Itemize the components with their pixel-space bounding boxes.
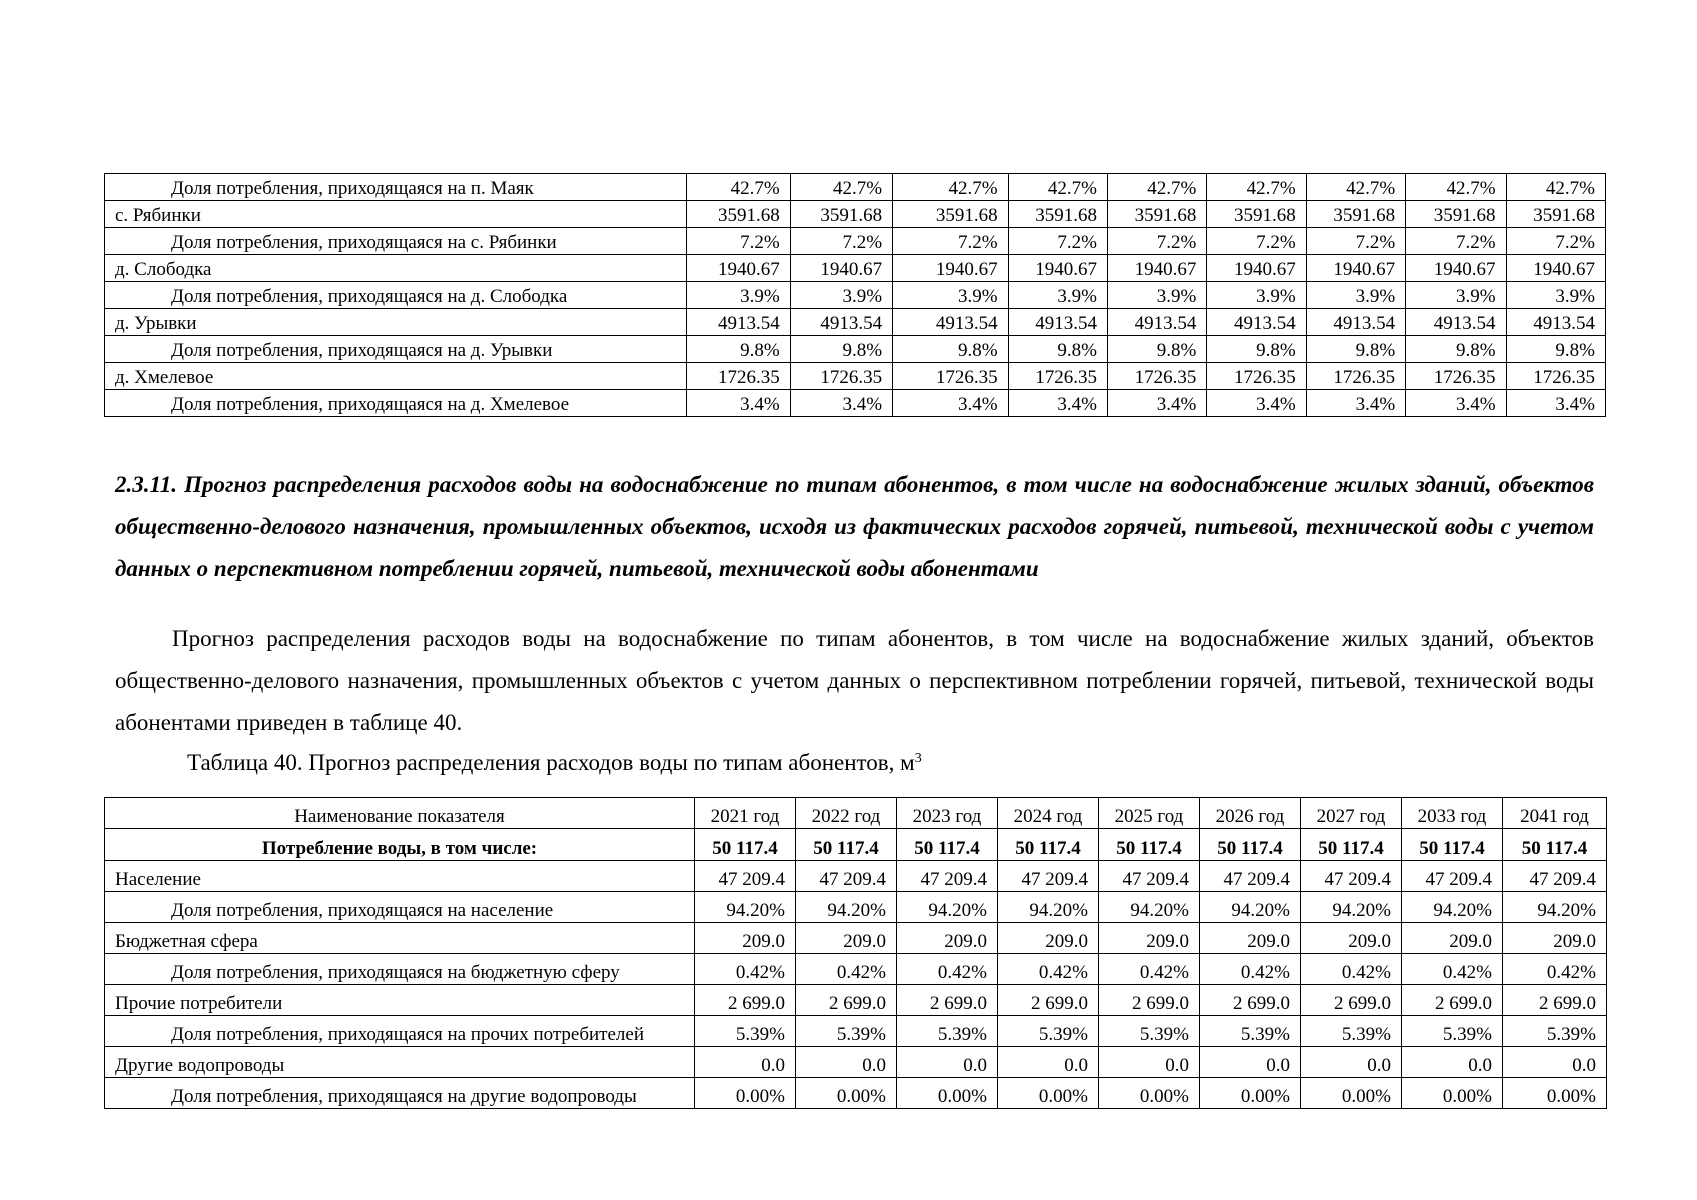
- consumption-value: 209.0: [695, 923, 796, 954]
- share-value: 0.00%: [998, 1078, 1099, 1109]
- share-value: 0.00%: [796, 1078, 897, 1109]
- consumption-value: 1726.35: [790, 363, 892, 390]
- consumption-value: 3591.68: [893, 201, 1008, 228]
- consumption-value: 47 209.4: [1402, 861, 1503, 892]
- share-value: 0.00%: [695, 1078, 796, 1109]
- consumption-value: 2 699.0: [1402, 985, 1503, 1016]
- share-value: 9.8%: [1506, 336, 1605, 363]
- share-value: 94.20%: [1099, 892, 1200, 923]
- share-value: 9.8%: [1306, 336, 1405, 363]
- share-value: 42.7%: [1406, 174, 1506, 201]
- share-value: 7.2%: [1406, 228, 1506, 255]
- consumption-value: 209.0: [1402, 923, 1503, 954]
- share-label: Доля потребления, приходящаяся на с. Рябинки: [105, 228, 687, 255]
- share-value: 0.00%: [1301, 1078, 1402, 1109]
- consumption-value: 0.0: [998, 1047, 1099, 1078]
- share-value: 3.9%: [1107, 282, 1206, 309]
- consumption-value: 2 699.0: [796, 985, 897, 1016]
- header-year: 2021 год: [695, 798, 796, 829]
- total-value: 50 117.4: [1301, 829, 1402, 861]
- share-value: 94.20%: [1402, 892, 1503, 923]
- consumption-value: 1726.35: [1506, 363, 1605, 390]
- share-value: 0.00%: [1200, 1078, 1301, 1109]
- share-label: Доля потребления, приходящаяся на д. Урывки: [105, 336, 687, 363]
- consumption-value: 1726.35: [893, 363, 1008, 390]
- share-row: [105, 282, 1606, 309]
- share-value: 7.2%: [893, 228, 1008, 255]
- total-label: Потребление воды, в том числе:: [105, 829, 695, 861]
- consumer-row: [105, 1047, 1607, 1078]
- table-body: [105, 174, 1606, 417]
- consumption-value: 209.0: [897, 923, 998, 954]
- consumer-label: д. Урывки: [105, 309, 687, 336]
- consumption-value: 47 209.4: [695, 861, 796, 892]
- share-value: 9.8%: [687, 336, 790, 363]
- share-value: 5.39%: [998, 1016, 1099, 1047]
- total-value: 50 117.4: [897, 829, 998, 861]
- header-year: 2025 год: [1099, 798, 1200, 829]
- share-label: Доля потребления, приходящаяся на бюджетную сферу: [105, 954, 695, 985]
- total-value: 50 117.4: [1402, 829, 1503, 861]
- share-value: 3.4%: [1107, 390, 1206, 417]
- share-row: [105, 1016, 1607, 1047]
- section-paragraph: Прогноз распределения расходов воды на водоснабжение по типам абонентов, в том числе на водоснабжение жилых зданий, объектов общественно-делового назначения, промышленных объектов с учетом данных о перспективном потреблении горячей, питьевой, технической воды абонентами приведен в таблице 40.: [115, 626, 1594, 735]
- consumption-value: 4913.54: [1207, 309, 1306, 336]
- settlements-consumption-table: [104, 173, 1606, 417]
- share-label: Доля потребления, приходящаяся на п. Маяк: [105, 174, 687, 201]
- header-year: 2027 год: [1301, 798, 1402, 829]
- share-value: 0.00%: [1503, 1078, 1607, 1109]
- consumption-value: 4913.54: [1008, 309, 1107, 336]
- consumption-value: 1940.67: [1406, 255, 1506, 282]
- share-value: 5.39%: [1099, 1016, 1200, 1047]
- header-year: 2024 год: [998, 798, 1099, 829]
- share-value: 0.42%: [1503, 954, 1607, 985]
- table-header-row: [105, 798, 1607, 829]
- share-value: 42.7%: [1207, 174, 1306, 201]
- consumption-value: 3591.68: [687, 201, 790, 228]
- consumption-value: 2 699.0: [1200, 985, 1301, 1016]
- header-year: 2026 год: [1200, 798, 1301, 829]
- share-value: 42.7%: [790, 174, 892, 201]
- share-value: 42.7%: [1107, 174, 1206, 201]
- table-caption-text: Таблица 40. Прогноз распределения расходов воды по типам абонентов, м: [187, 750, 915, 775]
- header-year: 2023 год: [897, 798, 998, 829]
- share-value: 3.9%: [687, 282, 790, 309]
- header-year: 2041 год: [1503, 798, 1607, 829]
- share-value: 0.42%: [1099, 954, 1200, 985]
- share-value: 3.4%: [1406, 390, 1506, 417]
- consumption-value: 0.0: [1200, 1047, 1301, 1078]
- consumption-value: 0.0: [1402, 1047, 1503, 1078]
- total-value: 50 117.4: [1503, 829, 1607, 861]
- share-value: 9.8%: [893, 336, 1008, 363]
- share-value: 9.8%: [1207, 336, 1306, 363]
- share-value: 7.2%: [1107, 228, 1206, 255]
- share-row: [105, 336, 1606, 363]
- share-value: 3.9%: [1406, 282, 1506, 309]
- consumption-value: 3591.68: [1008, 201, 1107, 228]
- share-value: 94.20%: [1301, 892, 1402, 923]
- share-value: 5.39%: [897, 1016, 998, 1047]
- share-row: [105, 1078, 1607, 1109]
- table-caption: [187, 747, 922, 779]
- consumption-value: 209.0: [1200, 923, 1301, 954]
- share-value: 3.4%: [790, 390, 892, 417]
- share-value: 42.7%: [893, 174, 1008, 201]
- consumption-value: 1726.35: [1207, 363, 1306, 390]
- consumption-value: 0.0: [1503, 1047, 1607, 1078]
- consumption-value: 0.0: [796, 1047, 897, 1078]
- share-value: 42.7%: [1506, 174, 1605, 201]
- consumption-value: 47 209.4: [796, 861, 897, 892]
- consumption-value: 2 699.0: [1503, 985, 1607, 1016]
- share-value: 5.39%: [1200, 1016, 1301, 1047]
- share-value: 9.8%: [790, 336, 892, 363]
- table-body: [105, 829, 1607, 1109]
- consumer-label: д. Хмелевое: [105, 363, 687, 390]
- consumer-label: Бюджетная сфера: [105, 923, 695, 954]
- consumption-value: 3591.68: [1207, 201, 1306, 228]
- share-value: 9.8%: [1107, 336, 1206, 363]
- consumption-value: 1940.67: [687, 255, 790, 282]
- share-value: 0.42%: [1200, 954, 1301, 985]
- share-row: [105, 174, 1606, 201]
- consumption-value: 209.0: [796, 923, 897, 954]
- share-value: 7.2%: [1008, 228, 1107, 255]
- share-value: 3.9%: [790, 282, 892, 309]
- consumption-value: 3591.68: [1506, 201, 1605, 228]
- share-value: 5.39%: [695, 1016, 796, 1047]
- consumption-value: 47 209.4: [998, 861, 1099, 892]
- share-row: [105, 228, 1606, 255]
- share-value: 0.42%: [1402, 954, 1503, 985]
- consumption-value: 4913.54: [1406, 309, 1506, 336]
- consumer-row: [105, 309, 1606, 336]
- share-value: 94.20%: [796, 892, 897, 923]
- section-heading: 2.3.11. Прогноз распределения расходов воды на водоснабжение по типам абонентов, в том числе на водоснабжение жилых зданий, объектов общественно-делового назначения, промышленных объектов, исходя из фактических расходов горячей, питьевой, технической воды с учетом данных о перспективном потреблении горячей, питьевой, технической воды абонентами: [115, 472, 1594, 581]
- consumption-value: 209.0: [1301, 923, 1402, 954]
- share-value: 94.20%: [1503, 892, 1607, 923]
- table-40-consumption-by-subscriber-type: [104, 797, 1607, 1109]
- consumption-value: 1940.67: [1107, 255, 1206, 282]
- consumption-value: 3591.68: [1406, 201, 1506, 228]
- consumption-value: 1726.35: [1306, 363, 1405, 390]
- consumption-value: 209.0: [998, 923, 1099, 954]
- share-row: [105, 892, 1607, 923]
- consumption-value: 3591.68: [1107, 201, 1206, 228]
- share-value: 0.42%: [1301, 954, 1402, 985]
- total-consumption-row: [105, 829, 1607, 861]
- consumption-value: 0.0: [1301, 1047, 1402, 1078]
- share-label: Доля потребления, приходящаяся на население: [105, 892, 695, 923]
- share-value: 3.9%: [1008, 282, 1107, 309]
- total-value: 50 117.4: [1200, 829, 1301, 861]
- share-value: 0.42%: [897, 954, 998, 985]
- consumption-value: 4913.54: [1306, 309, 1405, 336]
- share-value: 7.2%: [1306, 228, 1405, 255]
- share-value: 3.4%: [687, 390, 790, 417]
- consumer-label: д. Слободка: [105, 255, 687, 282]
- consumption-value: 2 699.0: [1099, 985, 1200, 1016]
- share-value: 94.20%: [897, 892, 998, 923]
- share-value: 3.9%: [1207, 282, 1306, 309]
- share-value: 5.39%: [1503, 1016, 1607, 1047]
- share-value: 7.2%: [790, 228, 892, 255]
- consumer-label: Другие водопроводы: [105, 1047, 695, 1078]
- consumption-value: 1726.35: [1008, 363, 1107, 390]
- share-value: 0.42%: [998, 954, 1099, 985]
- share-value: 3.4%: [1506, 390, 1605, 417]
- share-row: [105, 390, 1606, 417]
- share-label: Доля потребления, приходящаяся на д. Хмелевое: [105, 390, 687, 417]
- consumption-value: 1726.35: [1406, 363, 1506, 390]
- share-value: 3.4%: [893, 390, 1008, 417]
- consumption-value: 1940.67: [790, 255, 892, 282]
- consumption-value: 1940.67: [1207, 255, 1306, 282]
- consumption-value: 4913.54: [790, 309, 892, 336]
- consumption-value: 1940.67: [1306, 255, 1405, 282]
- share-value: 0.00%: [1402, 1078, 1503, 1109]
- consumption-value: 4913.54: [893, 309, 1008, 336]
- header-year: 2033 год: [1402, 798, 1503, 829]
- consumer-row: [105, 861, 1607, 892]
- consumer-row: [105, 923, 1607, 954]
- share-value: 7.2%: [1207, 228, 1306, 255]
- consumer-row: [105, 363, 1606, 390]
- consumption-value: 3591.68: [1306, 201, 1405, 228]
- consumption-value: 1940.67: [893, 255, 1008, 282]
- share-value: 94.20%: [1200, 892, 1301, 923]
- share-value: 0.00%: [1099, 1078, 1200, 1109]
- consumer-row: [105, 255, 1606, 282]
- share-value: 3.9%: [893, 282, 1008, 309]
- consumption-value: 47 209.4: [1503, 861, 1607, 892]
- consumption-value: 2 699.0: [998, 985, 1099, 1016]
- consumption-value: 47 209.4: [1099, 861, 1200, 892]
- consumption-value: 1940.67: [1506, 255, 1605, 282]
- share-value: 94.20%: [998, 892, 1099, 923]
- share-value: 7.2%: [687, 228, 790, 255]
- consumption-value: 47 209.4: [1301, 861, 1402, 892]
- total-value: 50 117.4: [998, 829, 1099, 861]
- consumption-value: 4913.54: [1506, 309, 1605, 336]
- share-value: 0.42%: [796, 954, 897, 985]
- consumer-row: [105, 985, 1607, 1016]
- share-value: 5.39%: [1301, 1016, 1402, 1047]
- share-value: 3.9%: [1306, 282, 1405, 309]
- consumption-value: 3591.68: [790, 201, 892, 228]
- share-value: 3.4%: [1207, 390, 1306, 417]
- share-value: 9.8%: [1008, 336, 1107, 363]
- total-value: 50 117.4: [1099, 829, 1200, 861]
- share-value: 7.2%: [1506, 228, 1605, 255]
- share-value: 42.7%: [687, 174, 790, 201]
- share-row: [105, 954, 1607, 985]
- consumption-value: 0.0: [897, 1047, 998, 1078]
- consumer-label: Население: [105, 861, 695, 892]
- total-value: 50 117.4: [695, 829, 796, 861]
- consumer-label: с. Рябинки: [105, 201, 687, 228]
- consumption-value: 1726.35: [1107, 363, 1206, 390]
- share-value: 3.4%: [1306, 390, 1405, 417]
- consumer-row: [105, 201, 1606, 228]
- header-indicator-name: Наименование показателя: [105, 798, 695, 829]
- consumer-label: Прочие потребители: [105, 985, 695, 1016]
- share-value: 42.7%: [1306, 174, 1405, 201]
- share-value: 0.42%: [695, 954, 796, 985]
- consumption-value: 209.0: [1099, 923, 1200, 954]
- table-caption-unit-exponent: 3: [914, 751, 922, 766]
- consumption-value: 0.0: [1099, 1047, 1200, 1078]
- share-label: Доля потребления, приходящаяся на другие водопроводы: [105, 1078, 695, 1109]
- share-value: 94.20%: [695, 892, 796, 923]
- consumption-value: 0.0: [695, 1047, 796, 1078]
- share-value: 5.39%: [1402, 1016, 1503, 1047]
- share-value: 3.4%: [1008, 390, 1107, 417]
- share-value: 3.9%: [1506, 282, 1605, 309]
- header-year: 2022 год: [796, 798, 897, 829]
- consumption-value: 1940.67: [1008, 255, 1107, 282]
- total-value: 50 117.4: [796, 829, 897, 861]
- consumption-value: 47 209.4: [1200, 861, 1301, 892]
- consumption-value: 1726.35: [687, 363, 790, 390]
- share-value: 0.00%: [897, 1078, 998, 1109]
- consumption-value: 2 699.0: [897, 985, 998, 1016]
- consumption-value: 2 699.0: [1301, 985, 1402, 1016]
- share-label: Доля потребления, приходящаяся на д. Слободка: [105, 282, 687, 309]
- share-label: Доля потребления, приходящаяся на прочих потребителей: [105, 1016, 695, 1047]
- share-value: 9.8%: [1406, 336, 1506, 363]
- consumption-value: 4913.54: [687, 309, 790, 336]
- share-value: 42.7%: [1008, 174, 1107, 201]
- share-value: 5.39%: [796, 1016, 897, 1047]
- consumption-value: 47 209.4: [897, 861, 998, 892]
- consumption-value: 2 699.0: [695, 985, 796, 1016]
- consumption-value: 4913.54: [1107, 309, 1206, 336]
- consumption-value: 209.0: [1503, 923, 1607, 954]
